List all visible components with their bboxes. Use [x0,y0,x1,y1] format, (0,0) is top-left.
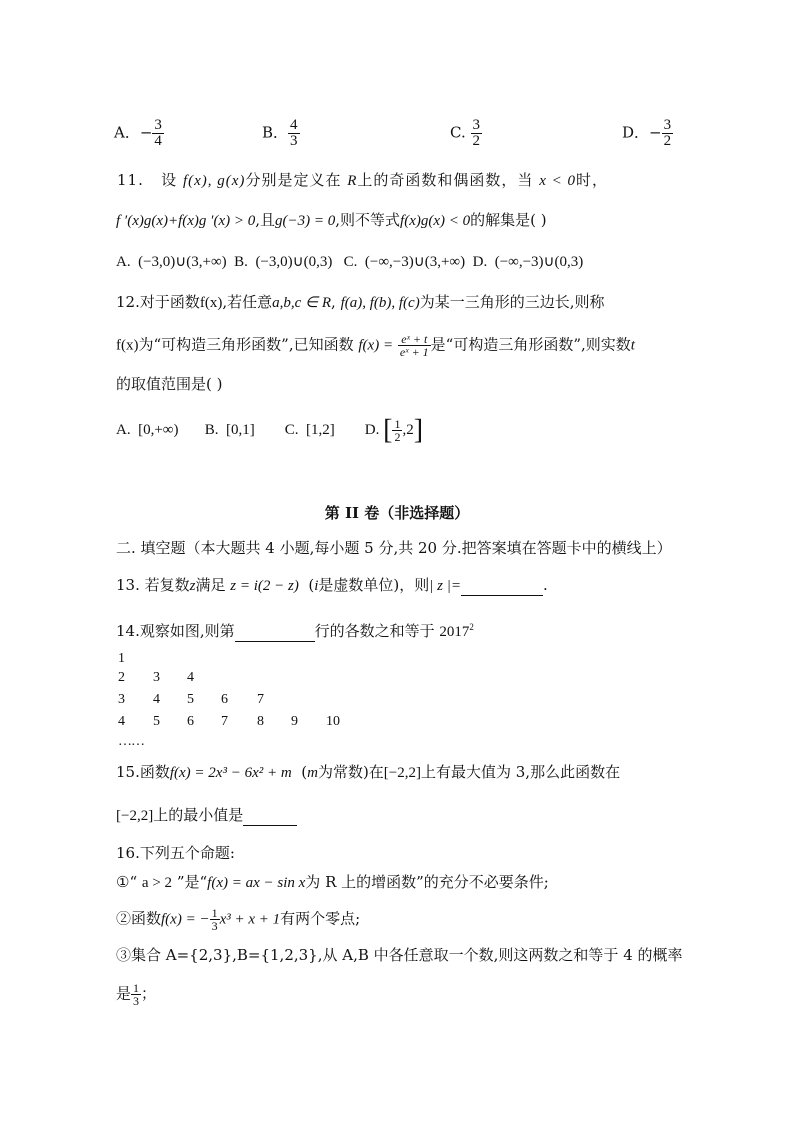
text: 上的奇函数和偶函数，当 [357,171,534,189]
text: 13. 若复数 [116,576,190,594]
text: 设 [161,171,178,189]
option-label: D. [364,421,380,438]
q12-options [116,414,424,446]
answer-blank[interactable] [235,625,315,642]
option-label: B． [262,123,289,142]
fraction [152,118,164,149]
math: | z |= [429,578,461,594]
text: 的取值范围是( ) [116,375,223,393]
text: 行的各数之和等于 [314,622,435,640]
text: ,若任意 [222,293,273,311]
text: 的解集是( ) [470,211,547,229]
text: 时， [575,171,608,189]
math: x³ + x + 1 [219,911,281,928]
triangle-number: 6 [187,714,194,729]
text: ③集合 A={2,3},B={1,2,3},从 A,B 中各任意取一个数,则这两数之和等于 4 的概率 [116,946,683,964]
q12-line1: 12.对于函数f(x),若任意a,b,c ∈ R, f(a), f(b), f(c)为某一三角形的三边长,则称 [116,293,605,311]
section-instructions [116,538,672,558]
section-title [0,503,794,523]
fraction [662,118,674,149]
text: 是 [116,984,132,1003]
numerator: 3 [663,117,672,133]
triangle-number: 6 [221,692,228,707]
option-value: [0,1] [226,421,255,438]
math: f(x) = − [161,911,210,928]
math: a > 2 [141,875,173,891]
math: t [630,337,635,354]
denominator: eˣ + 1 [399,345,429,359]
fraction [288,118,300,149]
q11-line1 [117,170,608,191]
option-label: A. [116,421,131,438]
text: ,则不等式 [335,211,401,229]
q10-option-d [622,118,673,149]
q15-line2 [116,805,297,826]
math: x < 0 [539,173,576,189]
q12-line3 [116,374,222,394]
q15-line1 [116,762,620,783]
fraction [131,982,141,1007]
text: ,且 [255,211,276,229]
instructions-text: 二. 填空题（本大题共 4 小题,每小题 5 分,共 20 分.把答案填在答题卡中的横线上） [116,539,672,557]
math: z [189,578,196,594]
q12-line2 [116,333,635,358]
math: f(x) [116,337,139,354]
left-bracket: [ [383,414,393,446]
option-label: D. [472,254,488,270]
option-value: ,2 [402,421,414,438]
option-label: B. [204,421,219,438]
fraction [392,418,402,443]
question-number: 11. [117,171,144,189]
math: f(x) = [358,337,394,354]
q10-option-c [450,118,482,149]
q13 [116,575,548,596]
triangle-number: 4 [187,670,194,685]
q10-option-a [114,118,164,149]
option-sign: − [139,123,153,142]
math: f ′(x)g(x)+f(x)g ′(x) > 0 [116,213,256,229]
option-label: A． [114,123,140,142]
fraction [398,333,431,358]
denominator: 2 [394,430,401,444]
text: ； [141,984,157,1003]
math: a,b,c ∈ R [272,295,332,311]
math: m [307,765,318,781]
text: 15.函数 [116,763,170,781]
math: z = i(2 − z) [230,578,299,594]
text: ”是“ [176,873,208,891]
text: 14.观察如图,则第 [116,622,235,640]
math-exponent: 2 [469,622,474,632]
option-label: C. [284,421,299,438]
option-value: (−3,0)∪(0,3) [255,254,333,270]
triangle-number: 8 [257,714,264,729]
math: f(x) [199,295,223,311]
option-value: (−3,0)∪(3,+∞) [138,254,227,270]
option-label: D． [622,123,650,142]
q16-item1 [116,872,549,893]
triangle-number: 7 [257,692,264,707]
text: 为“可构造三角形函数”,已知函数 [138,335,354,354]
triangle-number: 4 [153,692,160,707]
math: 2017 [439,624,470,640]
option-value: [0,+∞) [138,421,179,438]
triangle-number: 3 [118,692,125,707]
numerator: eˣ + t [398,333,431,346]
numerator: 1 [211,906,218,920]
text: 满足 [195,576,226,594]
text: ②函数 [116,909,162,928]
option-label: B. [234,254,248,270]
math: g(−3) = 0 [275,213,336,229]
q16-item3 [116,945,683,965]
triangle-ellipsis: …… [118,734,144,749]
answer-blank[interactable] [243,809,297,826]
option-label: A. [116,254,131,270]
text: 为常数)在 [317,763,384,781]
math: R [347,173,358,189]
numerator: 4 [290,117,298,133]
triangle-number: 3 [153,670,160,685]
numerator: 1 [133,981,140,995]
fraction [210,907,220,932]
text: ①“ [116,873,138,891]
option-value: [1,2] [306,421,335,438]
denominator: 4 [154,133,162,149]
option-value: (−∞,−3)∪(0,3) [494,254,584,270]
triangle-number: 1 [118,651,125,666]
q10-option-b [262,118,300,149]
option-label: C. [343,254,358,270]
text: ( [308,576,315,594]
text: 上有最大值为 3,那么此函数在 [421,763,621,781]
math: i [314,578,319,594]
triangle-number: 9 [291,714,298,729]
denominator: 2 [472,133,480,149]
text: 有两个零点; [280,909,361,928]
text: 是虚数单位)，则 [318,576,430,594]
math: [−2,2] [116,808,154,824]
q16-item2 [116,907,360,932]
math: f(x) = ax − sin x [207,875,306,891]
text: 为某一三角形的三边长,则称 [419,293,605,311]
triangle-number: 5 [153,714,160,729]
option-value: (−∞,−3)∪(3,+∞) [364,254,466,270]
math: [−2,2] [383,765,421,781]
numerator: 3 [154,117,162,133]
text: 12.对于函数 [116,293,200,311]
denominator: 2 [663,133,672,149]
section-title-text: 第 II 卷（非选择题） [324,504,470,522]
text: 分别是定义在 [245,171,342,189]
option-sign: − [649,123,662,142]
text: 上的最小值是 [153,806,244,824]
fraction [471,118,483,149]
numerator: 3 [472,117,480,133]
math: f(x)g(x) < 0 [400,213,471,229]
right-bracket: ] [413,414,424,446]
triangle-number: 5 [187,692,194,707]
q16-title [116,843,235,863]
triangle-number: 7 [221,714,228,729]
q16-item3-cont [116,982,156,1007]
q11-options [116,252,583,272]
triangle-number: 4 [118,714,125,729]
math: f(x) = 2x³ − 6x² + m [169,765,292,781]
denominator: 3 [133,994,140,1008]
text: ( [301,763,308,781]
numerator: 1 [394,417,401,431]
denominator: 3 [211,919,218,933]
math: f(x), g(x) [182,173,246,189]
answer-blank[interactable] [461,579,543,596]
denominator: 3 [290,133,298,149]
text: 为 R 上的增函数”的充分不必要条件; [305,873,549,891]
triangle-number: 2 [118,670,125,685]
math: f(a), f(b), f(c) [340,295,420,311]
option-label: C. [450,123,466,142]
text: . [543,576,548,594]
q14 [116,617,474,642]
text: 16.下列五个命题: [116,844,235,862]
text: 是“可构造三角形函数”,则实数 [430,335,631,354]
q11-line2 [116,210,547,231]
triangle-number: 10 [326,714,340,729]
